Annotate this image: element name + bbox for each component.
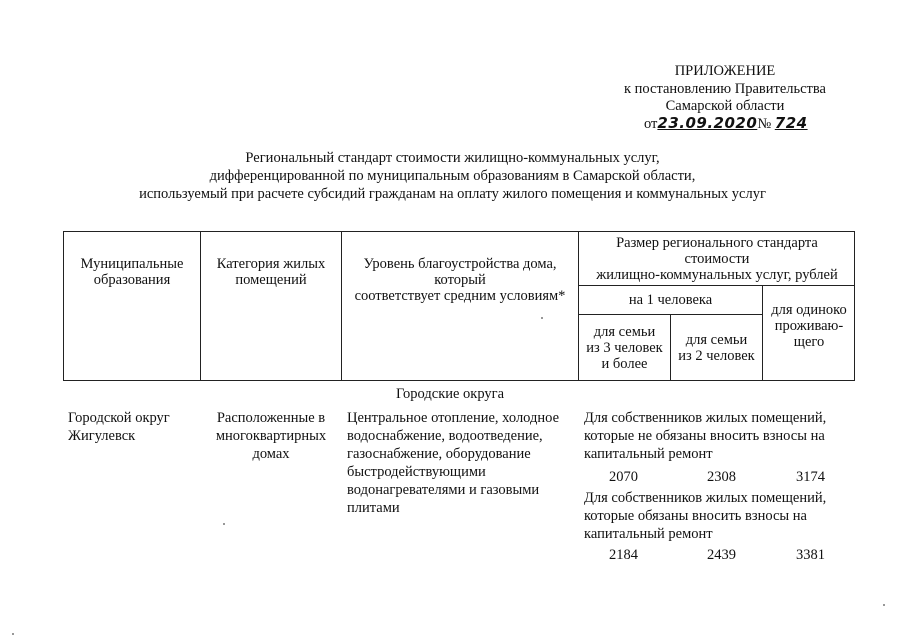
row-level-line: быстродействующими — [347, 464, 486, 480]
divider — [200, 232, 201, 380]
section-title: Городские округа — [395, 386, 505, 402]
value-family-3: 2070 — [609, 469, 638, 485]
row-level-line: водоснабжение, водоотведение, — [347, 428, 543, 444]
handwritten-date: 23.09.2020 — [657, 114, 758, 132]
scan-speck — [12, 633, 14, 635]
header-family-3-line: и более — [601, 356, 648, 372]
header-single-line: для одиноко — [771, 302, 847, 318]
divider — [341, 232, 342, 380]
row-owners-obliged-line: которые обязаны вносить взносы на — [584, 508, 807, 524]
row-municipality — [68, 409, 203, 445]
header-single-line: щего — [793, 334, 825, 350]
scan-speck — [883, 604, 885, 606]
header-family-3-line: для семьи — [593, 324, 656, 340]
row-owners-not-obliged — [584, 409, 884, 463]
document-title-line-1: Региональный стандарт стоимости жилищно-коммунальных услуг, — [245, 150, 660, 166]
row-owners-obliged-line: капитальный ремонт — [584, 526, 713, 542]
appendix-line-1: к постановлению Правительства — [624, 81, 826, 97]
value-family-2: 2308 — [707, 469, 736, 485]
row-category-line: домах — [252, 446, 290, 462]
header-family-3 — [579, 324, 670, 372]
header-size-line: Размер регионального стандарта — [616, 235, 818, 251]
header-family-3-line: из 3 человек — [586, 340, 663, 356]
row-municipality-line: Городской округ — [68, 410, 170, 426]
row-level — [347, 409, 582, 517]
row-owners-not-obliged-line: капитальный ремонт — [584, 446, 713, 462]
row-owners-not-obliged-line: которые не обязаны вносить взносы на — [584, 428, 825, 444]
row-level-line: плитами — [347, 500, 400, 516]
row-level-line: водонагревателями и газовыми — [347, 482, 540, 498]
row-category-line: Расположенные в — [216, 410, 326, 426]
header-category-line: помещений — [235, 272, 307, 288]
header-family-2 — [671, 332, 762, 364]
scan-speck — [223, 523, 225, 525]
header-level-line: который — [434, 272, 486, 288]
row-category — [200, 409, 342, 463]
appendix-line-2: Самарской области — [665, 98, 785, 114]
header-municipalities-line: образования — [93, 272, 171, 288]
header-category — [201, 256, 341, 288]
header-size-line: стоимости — [684, 251, 750, 267]
header-single — [763, 302, 855, 350]
header-per-person: на 1 человека — [628, 292, 713, 308]
divider — [578, 285, 855, 286]
value-single: 3174 — [796, 469, 825, 485]
header-category-line: Категория жилых — [216, 256, 326, 272]
header-family-2-line: для семьи — [685, 332, 748, 348]
value-family-3: 2184 — [609, 547, 638, 563]
scan-speck — [541, 317, 543, 319]
header-level-line: соответствует средним условиям* — [354, 288, 566, 304]
handwritten-number: 724 — [774, 114, 808, 132]
header-family-2-line: из 2 человек — [678, 348, 755, 364]
appendix-title: ПРИЛОЖЕНИЕ — [674, 63, 776, 79]
row-level-line: газоснабжение, оборудование — [347, 446, 531, 462]
header-municipalities — [64, 256, 200, 288]
value-single: 3381 — [796, 547, 825, 563]
header-level — [342, 256, 578, 304]
document-title-line-3: используемый при расчете субсидий гражданам на оплату жилого помещения и коммунальных услуг — [139, 186, 766, 202]
document-title-line-2: дифференцированной по муниципальным образованиям в Самарской области, — [209, 168, 696, 184]
header-municipalities-line: Муниципальные — [80, 256, 184, 272]
row-level-line: Центральное отопление, холодное — [347, 410, 560, 426]
row-owners-obliged-line: Для собственников жилых помещений, — [584, 490, 827, 506]
row-category-line: многоквартирных — [215, 428, 327, 444]
header-size — [579, 235, 855, 283]
row-municipality-line: Жигулевск — [68, 428, 136, 444]
table-header — [63, 231, 855, 381]
date-prefix: от — [644, 116, 658, 132]
appendix-date-line — [644, 114, 884, 133]
value-family-2: 2439 — [707, 547, 736, 563]
number-prefix: № — [757, 116, 772, 132]
header-single-line: проживаю- — [774, 318, 844, 334]
values-not-obliged — [0, 469, 905, 489]
header-size-line: жилищно-коммунальных услуг, рублей — [596, 267, 838, 283]
values-obliged — [0, 547, 905, 567]
row-owners-not-obliged-line: Для собственников жилых помещений, — [584, 410, 827, 426]
header-level-line: Уровень благоустройства дома, — [363, 256, 557, 272]
row-owners-obliged — [584, 489, 884, 543]
